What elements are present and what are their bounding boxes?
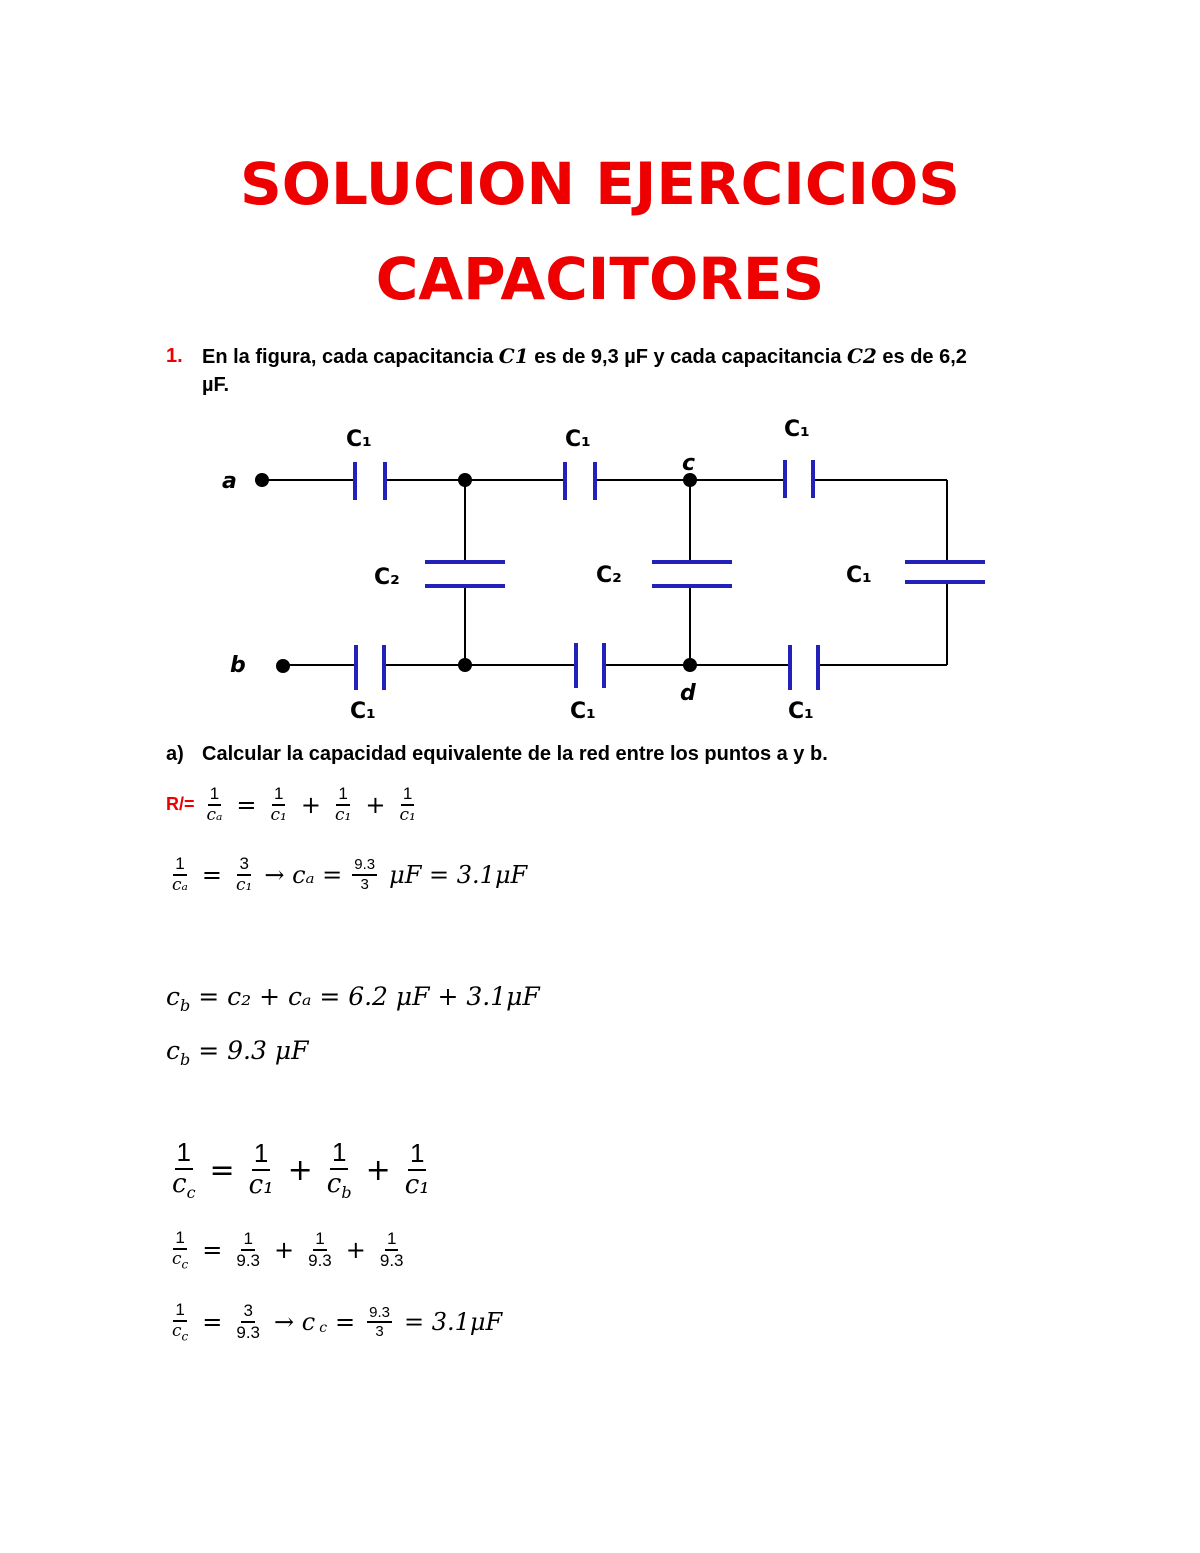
fraction: $\frac{1}{9.3}$ (308, 1229, 332, 1270)
fraction: $\frac{1}{9.3}$ (236, 1229, 261, 1270)
node-a (255, 473, 269, 487)
fraction: $\frac{1}{\text{cₐ}}$ (172, 854, 188, 895)
equation-4: $c_b = 9.3$ μF (166, 1036, 309, 1069)
label-c1-bot-right: C₁ (788, 699, 814, 724)
circuit-diagram (0, 400, 1200, 730)
part-a-text: Calcular la capacidad equivalente de la red entre los puntos a y b. (202, 743, 828, 765)
label-c1-bot-mid: C₁ (570, 699, 596, 724)
fraction: $\frac{1}{\text{cₐ}}$ (206, 784, 223, 825)
fraction: $\frac{1}{c_b}$ (326, 1137, 352, 1203)
fraction: $\frac{3}{9.3}$ (236, 1301, 261, 1342)
fraction: $\frac{1}{\text{c₁}}$ (404, 1138, 430, 1201)
fraction: $\frac{1}{\text{c₁}}$ (334, 784, 352, 825)
label-a: a (222, 469, 237, 494)
label-c1-top-right: C₁ (784, 417, 810, 442)
capacitor-plates (355, 460, 985, 690)
fraction: $\frac{9.3}{3}$ (369, 1303, 391, 1340)
fraction: $\frac{1}{c_c}$ (172, 1228, 189, 1271)
title-line-1: SOLUCION EJERCICIOS (239, 150, 961, 218)
equation-1: R/= $\frac{1}{\text{cₐ}}$ = $\frac{1}{\text{c₁}}$ + $\frac{1}{\text{c₁}}$ + $\frac{1}{\text{c₁}}$ (166, 784, 416, 825)
fraction: $\frac{1}{9.3}$ (379, 1229, 404, 1270)
fraction: $\frac{1}{c_c}$ (172, 1300, 189, 1343)
equation-5: $\frac{1}{c_c}$ = $\frac{1}{\text{c₁}}$ + $\frac{1}{c_b}$ + $\frac{1}{\text{c₁}}$ (172, 1137, 430, 1203)
equation-6: $\frac{1}{c_c}$ = $\frac{1}{9.3}$ + $\frac{1}{9.3}$ + $\frac{1}{9.3}$ (172, 1228, 404, 1271)
equation-3: $c_b = c_2 + c_a = 6.2$ μF + 3.1μF (166, 982, 540, 1015)
label-d: d (680, 681, 696, 706)
node-b (276, 659, 290, 673)
fraction: $\frac{1}{\text{c₁}}$ (248, 1138, 274, 1201)
fraction: $\frac{9.3}{3}$ (354, 856, 376, 893)
node-top-left (458, 473, 472, 487)
label-c: c (682, 451, 696, 476)
node-bot-left (458, 658, 472, 672)
fraction: $\frac{3}{\text{c₁}}$ (236, 854, 253, 895)
problem-statement: En la figura, cada capacitancia C1 es de 9,3 µF y cada capacitancia C2 es de 6,2 µF. (202, 344, 967, 396)
label-c1-top-mid: C₁ (565, 427, 591, 452)
label-b: b (230, 653, 246, 678)
equation-2: $\frac{1}{\text{cₐ}}$ = $\frac{3}{\text{c₁}}$ → cₐ = $\frac{9.3}{3}$ μF = 3.1μF (172, 854, 528, 895)
label-c2-mid: C₂ (596, 563, 622, 588)
label-c1-right: C₁ (846, 563, 872, 588)
label-c2-left: C₂ (374, 565, 400, 590)
label-c1-bot-left: C₁ (350, 699, 376, 724)
answer-label: R/= (166, 794, 195, 815)
node-d (683, 658, 697, 672)
nodes (255, 473, 697, 673)
problem-number: 1. (166, 345, 183, 367)
title-line-2: CAPACITORES (375, 245, 825, 313)
label-c1-top-left: C₁ (346, 427, 372, 452)
fraction: $\frac{1}{\text{c₁}}$ (399, 784, 416, 825)
fraction: $\frac{1}{c_c}$ (172, 1137, 196, 1203)
part-a-label: a) (166, 743, 184, 765)
equation-7: $\frac{1}{c_c}$ = $\frac{3}{9.3}$ → c $_c$ = $\frac{9.3}{3}$ = 3.1μF (172, 1300, 503, 1343)
fraction: $\frac{1}{\text{c₁}}$ (270, 784, 287, 825)
